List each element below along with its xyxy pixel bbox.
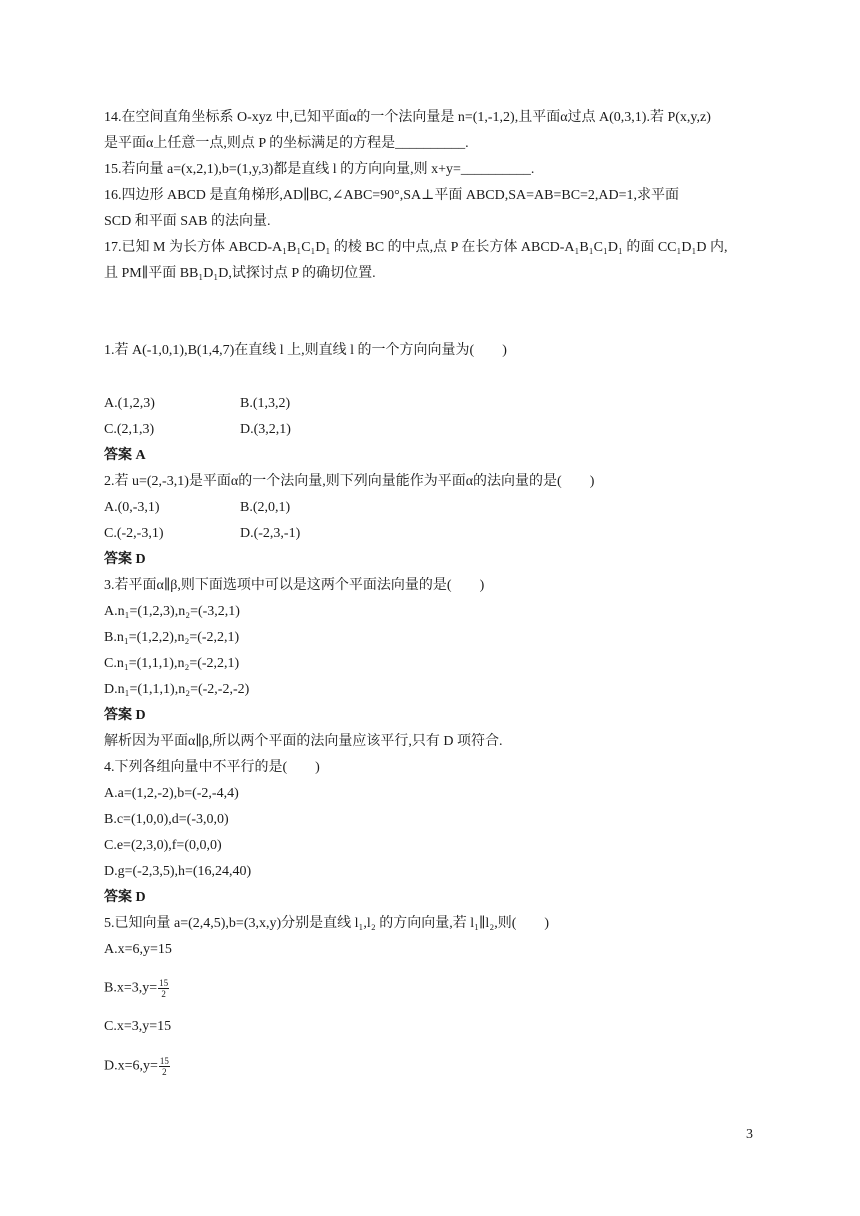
page-number: 3 bbox=[746, 1127, 753, 1142]
question-2-option-d: D.(-2,3,-1) bbox=[240, 526, 301, 541]
question-5-stem: 5.已知向量 a=(2,4,5),b=(3,x,y)分别是直线 l₁,l₂ 的方向向量,若 l₁∥l₂,则( ) bbox=[104, 916, 550, 931]
question-3-answer: 答案 D bbox=[104, 708, 146, 723]
question-1-stem: 1.若 A(-1,0,1),B(1,4,7)在直线 l 上,则直线 l 的一个方向向量为( ) bbox=[104, 343, 507, 358]
question-5-option-d bbox=[104, 1056, 170, 1077]
question-15: 15.若向量 a=(x,2,1),b=(1,y,3)都是直线 l 的方向向量,则 x+y=__________. bbox=[104, 162, 535, 177]
question-1-answer: 答案 A bbox=[104, 448, 146, 463]
question-4-option-b: B.c=(1,0,0),d=(-3,0,0) bbox=[104, 812, 229, 827]
question-3-stem: 3.若平面α∥β,则下面选项中可以是这两个平面法向量的是( ) bbox=[104, 578, 485, 593]
question-4-option-c: C.e=(2,3,0),f=(0,0,0) bbox=[104, 838, 222, 853]
question-1-option-a: A.(1,2,3) bbox=[104, 396, 155, 411]
option-d-text: D.x=6,y= bbox=[104, 1058, 158, 1074]
question-4-stem: 4.下列各组向量中不平行的是( ) bbox=[104, 760, 320, 775]
question-16-line-1: 16.四边形 ABCD 是直角梯形,AD∥BC,∠ABC=90°,SA⊥平面 ABCD,SA=AB=BC=2,AD=1,求平面 bbox=[104, 188, 680, 203]
question-2-answer: 答案 D bbox=[104, 552, 146, 567]
fraction bbox=[159, 1056, 170, 1077]
question-2-option-b: B.(2,0,1) bbox=[240, 500, 291, 515]
question-5-option-a: A.x=6,y=15 bbox=[104, 942, 172, 957]
question-3-option-a: A.n₁=(1,2,3),n₂=(-3,2,1) bbox=[104, 604, 240, 619]
question-3-option-b: B.n₁=(1,2,2),n₂=(-2,2,1) bbox=[104, 630, 240, 645]
question-2-option-a: A.(0,-3,1) bbox=[104, 500, 160, 515]
fraction-denominator: 2 bbox=[162, 1067, 167, 1077]
question-17-line-2: 且 PM∥平面 BB₁D₁D,试探讨点 P 的确切位置. bbox=[104, 266, 376, 281]
question-4-option-d: D.g=(-2,3,5),h=(16,24,40) bbox=[104, 864, 252, 879]
question-1-option-b: B.(1,3,2) bbox=[240, 396, 291, 411]
option-b-text: B.x=3,y= bbox=[104, 980, 158, 996]
question-4-answer: 答案 D bbox=[104, 890, 146, 905]
question-2-option-c: C.(-2,-3,1) bbox=[104, 526, 164, 541]
question-16-line-2: SCD 和平面 SAB 的法向量. bbox=[104, 214, 271, 229]
question-3-option-c: C.n₁=(1,1,1),n₂=(-2,2,1) bbox=[104, 656, 240, 671]
question-14-line-1: 14.在空间直角坐标系 O-xyz 中,已知平面α的一个法向量是 n=(1,-1,2),且平面α过点 A(0,3,1).若 P(x,y,z) bbox=[104, 110, 711, 125]
question-1-option-c: C.(2,1,3) bbox=[104, 422, 155, 437]
fraction bbox=[158, 978, 169, 999]
question-3-analysis: 解析因为平面α∥β,所以两个平面的法向量应该平行,只有 D 项符合. bbox=[104, 734, 503, 749]
question-2-stem: 2.若 u=(2,-3,1)是平面α的一个法向量,则下列向量能作为平面α的法向量的是( ) bbox=[104, 474, 595, 489]
question-3-option-d: D.n₁=(1,1,1),n₂=(-2,-2,-2) bbox=[104, 682, 250, 697]
fraction-numerator: 15 bbox=[159, 978, 169, 988]
fraction-denominator: 2 bbox=[161, 989, 166, 999]
question-17-line-1: 17.已知 M 为长方体 ABCD-A₁B₁C₁D₁ 的棱 BC 的中点,点 P 在长方体 ABCD-A₁B₁C₁D₁ 的面 CC₁D₁D 内, bbox=[104, 240, 728, 255]
question-4-option-a: A.a=(1,2,-2),b=(-2,-4,4) bbox=[104, 786, 239, 801]
question-14-line-2: 是平面α上任意一点,则点 P 的坐标满足的方程是__________. bbox=[104, 136, 469, 151]
question-1-option-d: D.(3,2,1) bbox=[240, 422, 291, 437]
question-5-option-c: C.x=3,y=15 bbox=[104, 1019, 172, 1034]
fraction-numerator: 15 bbox=[159, 1056, 169, 1066]
question-5-option-b bbox=[104, 978, 169, 999]
